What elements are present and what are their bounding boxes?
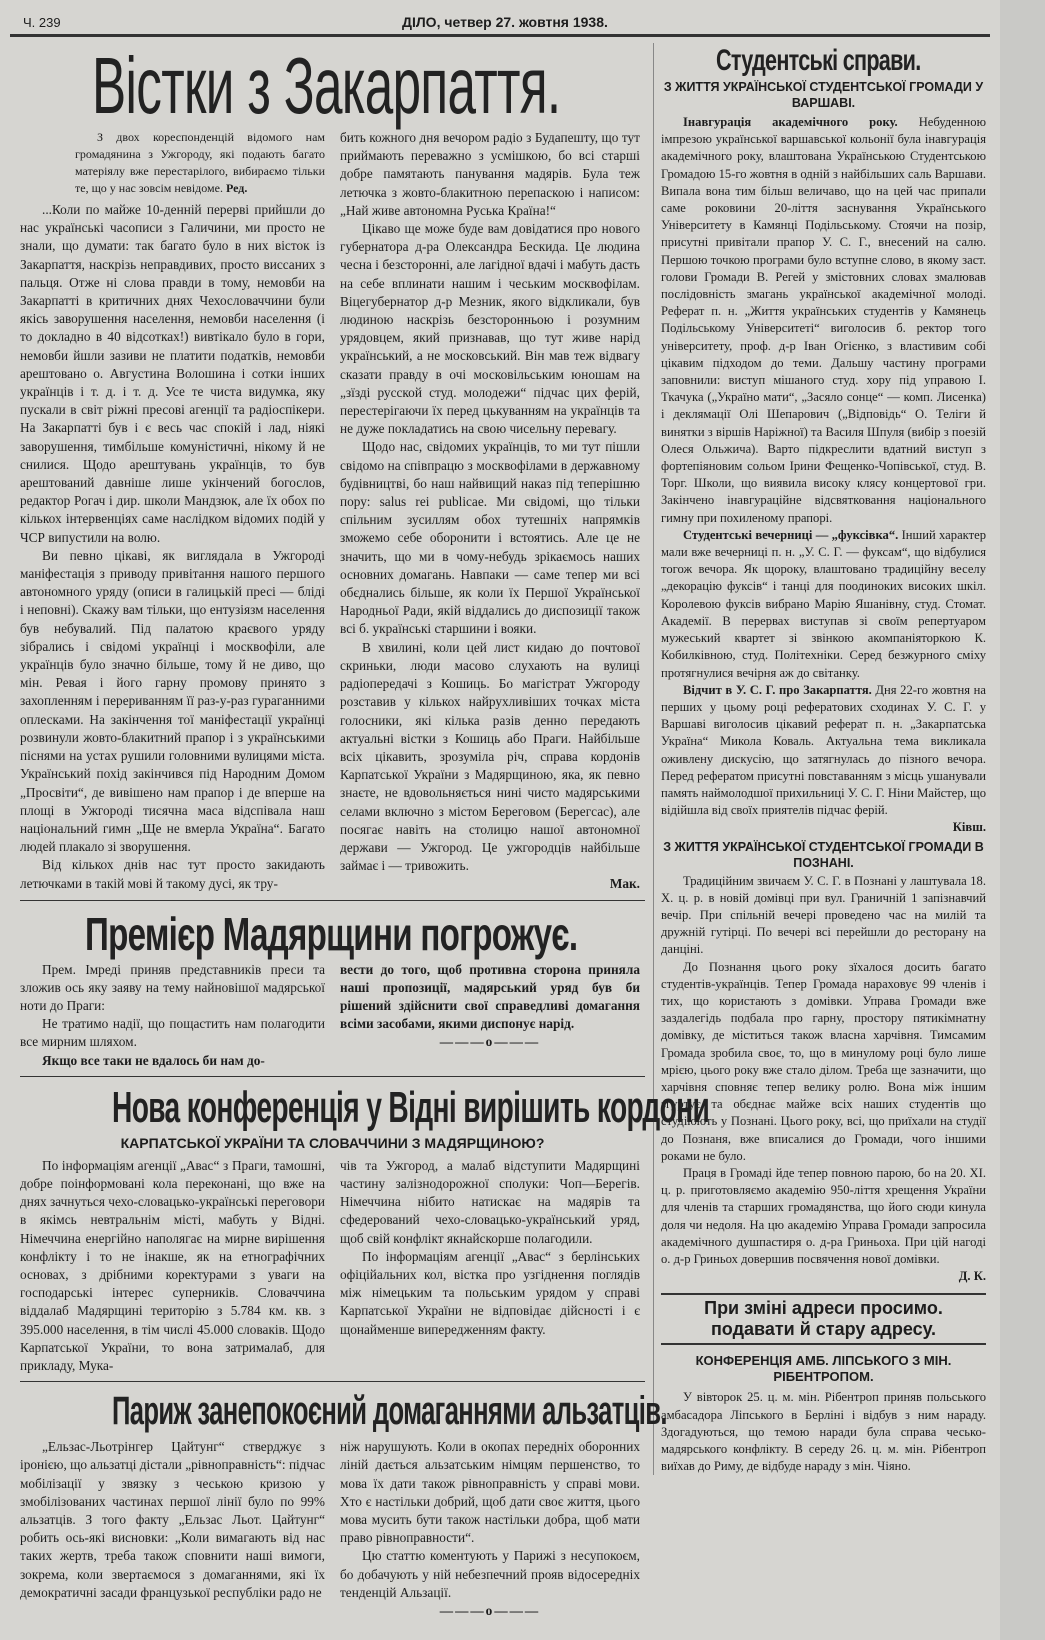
divider xyxy=(20,900,645,901)
section-subtitle: З ЖИТТЯ УКРАЇНСЬКОЇ СТУДЕНТСЬКОЇ ГРОМАДИ У ВАРШАВІ. xyxy=(663,80,984,110)
signature: Д. К. xyxy=(958,1269,986,1284)
left-section xyxy=(20,41,710,1620)
paragraph: Небуденною імпрезою української варшавської кольонії була інавгурація академічного року, влаштована Українською Студентською Громадою 15-го жовтня в одній з найбільших саль Варшави. Випала вона тим більш величаво, що на цей час припали саме роковини 20-ліття заснування Українського Університету в Камянці Подільському. Стоячи на позір, присутні привітали прапор У. С. Г., внесений на салю. Першою точкою програми було вступне слово, в якому заст. голови Громади В. Регей у змістовних словах змалював послідовність змагань української академічної молоді. Реферат п. н. „Життя українських студентів у Камянець Подільському Університеті“ виголосив б. ректор того університету, проф. д-р Іван Огієнко, з властивим собі цікавим підходом до теми. Дальшу частину програми заповнили: виступ мішаного студ. хору під управою І. Ткачука („Україно мати“, „Засяло сонце“ — комп. Лисенка) і деклямації Олі Шепарович („Відповідь“ О. Теліги й винятки з віршів Наріжної) та Василя Шпуля (вибір з поезій Олеся Ольжича). Вартo підкреслити вдатний виступ з фортепіяновим сольом Ірини Фещенко-Чопівської, студ. В. Торг. Школи, що виявила високу клясу концертової гри. Закінчено інавгураційне відсвятковання національного гимну при похиленому прапорі. xyxy=(661,115,986,525)
editor-sig: Ред. xyxy=(225,181,248,195)
headline-wrap xyxy=(20,1082,710,1133)
article2-column2 xyxy=(340,961,640,1070)
paragraph: Традиційним звичаєм У. С. Г. в Познані у лаштувала 18. Х. ц. р. в новій домівці при вул. Граничній 1 запізнавчий вечір. При спільній вечері проведено час на милій та дружній гутірці. По вечері всі перейшли до ресторану на данціні. xyxy=(661,873,986,957)
article1-column2 xyxy=(340,129,640,894)
article-headline: Вістки з Закарпаття. xyxy=(92,41,561,130)
news-headline: КОНФЕРЕНЦІЯ АМБ. ЛІПСЬКОГО З МІН. РІБЕНТРОПОМ. xyxy=(695,1353,952,1385)
divider xyxy=(20,1381,645,1382)
paragraph: „Ельзас-Льотрінгер Цайтунг“ стверджує з іронією, що альзатці дістали „рівноправність“: підчас мобілізації у звязку з чеською кризою у змобілізованих частинах першої лінії було по 99% альзатців. З того факту „Ельзас Льот. Цайтунг“ робить ось-які висновки: „Коли вимагають від нас таких жертв, треба також сповнити наші вимоги, зокрема, коли звертаємося з домаганнями, які їх демократичні засади французької республіки радо не xyxy=(20,1439,326,1600)
student-affairs-column xyxy=(661,114,986,1285)
article-headline: Нова конференція у Відні вирішить кордони xyxy=(112,1082,710,1132)
divider xyxy=(20,1076,645,1077)
article4-columns xyxy=(20,1438,645,1620)
article3-columns xyxy=(20,1157,645,1375)
paragraph: Цікаво ще може буде вам довідатися про нового губернатора д-ра Олександра Бескида. Це людина чесна і безсторонні, але лагідної вдачі і мабуть дасть на себе вплинати нашим і чеським москвофілам. Віцегубернатор д-р Мезник, якого відкликали, був людиною наскрізь безсторонньою і розумним урядовцем, який признавав, що тут живе нарід український, а не московський. Він мав теж відвагу сказати правду в очі московільським юношам на „зїзді русской студ. молодежи“ підчас цих ферій, перестерігаючи їх перед цькуванням на українців та не дуже покладатись на свою чисельну перевагу. xyxy=(340,221,640,437)
paragraph: По інформаціям агенції „Авас“ з Праги, тамошні, добре поінформовані кола переконані, що вже на днях зачнуться чехо-словацько-українські переговори в якімсь невтральнім місті, мабуть у Відні. Німеччина енергійно наполягає на мирне вирішення конфлікту і то не інакше, як на етнографічних основах, з дрібними коректурами з уваги на господарські інтерес суперників. Словаччина віддалаб Мадярщині територію з 5.784 км. кв. з 395.000 населення, в тім числі 45.000 словаків. Щодо Карпатської України, то вона затрималаб, для прикладу, Мука- xyxy=(20,1157,325,1373)
editor-intro xyxy=(20,129,325,197)
notice-line: При зміні адреси просимо. xyxy=(704,1298,943,1319)
article-headline: Премієр Мадярщини погрожує. xyxy=(85,907,578,960)
article4-column1 xyxy=(20,1438,325,1620)
paragraph-lead: Відчит в У. С. Г. про Закарпаття. xyxy=(683,682,872,697)
paragraph-lead: Студентські вечерниці — „фуксівка“. xyxy=(683,527,899,542)
ornament-divider: ———o——— xyxy=(439,1603,541,1619)
paragraph: По інформаціям агенції „Авас“ з берлінських офіційальних кол, вістка про узгіднення поглядів між німецьким та польським урядом у справі Карпатської України не відповідає дійсності і є щонайменше випередженням факту. xyxy=(340,1248,640,1337)
notice-box xyxy=(661,1293,986,1345)
paragraph: У вівторок 25. ц. м. мін. Рібентроп приняв польського амбасадора Ліпського в Берліні і відбув з ним нараду. Здогадуються, що темою наради була справа чесько-мадярського конфлікту. В середу 26. ц. м. мін. Рібентроп виїхав до Риму, де відбуде нараду з мін. Чіяно. xyxy=(661,1390,986,1474)
article-headline: Париж занепокоєний домаганнями альзатців. xyxy=(112,1389,667,1434)
article1-column1 xyxy=(20,129,325,894)
headline-wrap xyxy=(20,907,645,961)
article3-column1 xyxy=(20,1157,325,1375)
paragraph: Праця в Громаді йде тепер повною парою, бо на 20. XI. ц. р. приготовляємо академію 950-ліття хрещення України для членів та старших громадянства, що його сюди кинула доля чи недоля. На цю академію Управа Громади запросила академічного душпастиря о. д-ра Гриньоха. При цій нагоді о. д-р Гриньох довершив посвячення нової домівки. xyxy=(661,1165,986,1266)
page-layout xyxy=(20,41,987,1620)
paragraph: ...Коли по майже 10-денній перерві прийшли до нас українські часописи з Галичини, ми просто не знали, що думати: так багато було в них вісток із Закарпаття, наскрізь неправдивих, просто виссаних з пальця. Отже ні слова правди в тому, немовби на Закарпатті в критичних днях Чехословаччини були якісь заворушення населення, немовби населення (і то докладно в 40 відсотках!) вивтікало було в гори, немовби йшли зазиви не платити податків, немовби арештовано о. Августина Волошина і сотки інших українців і т. д. і т. д. Усе те чиста видумка, яку пускали в світ ріжні пресові агенції та радіоспікери. На Закарпатті був і є весь час спокій і лад, ніякі заворушення, тимбільше комуністичні, нікому й не снилися. Щодо арештувань українців, то був арештований давніше лише укінчений богослов, редактор Рогач і дир. школи Мандзюк, але їх обох по кількох інтервенціях саме наслідком відомих подій у ЧСР випустили на волю. xyxy=(20,202,325,545)
section-title: Студентські справи. xyxy=(716,44,921,77)
paragraph: Від кількох днів нас тут просто закидають летючками в такій мові й такому дусі, як тру- xyxy=(20,857,325,891)
ornament-divider: ———o——— xyxy=(439,1034,541,1050)
paragraph: Інший характер мали вже вечерниці п. н. „У. С. Г. — фуксам“, що відбулися тогож вечора. Як щороку, влаштовано традиційну веселу „декорацію фуксів“ і танці для поодиноких високих шкіл. Королевою фуксів вибрано Марію Яшанівну, студ. Стомат. Академії. В перервах виступав зі своїм репертуаром мужеський квартет зі звінкою акомпаніяторкою К. Кобилківною, студ. Політехніки. Серед безжурного сміху протягнулися вечірня аж до світанку. xyxy=(661,527,987,680)
article-subtitle: КАРПАТСЬКОЇ УКРАЇНИ ТА СЛОВАЧЧИНИ З МАДЯРЩИНОЮ? xyxy=(120,1134,545,1151)
paragraph: Якщо все таки не вдалось би нам до- xyxy=(42,1052,265,1068)
article2-columns xyxy=(20,961,645,1070)
article4-column2 xyxy=(340,1438,640,1620)
header-bar xyxy=(10,12,990,37)
paragraph: Дня 22-го жовтня на перших у цьому році реферaтових сходинах У. С. Г. у Варшаві виголосив цікавий реферат п. н. „Закарпатська Україна“ Микола Коваль. Актуальна тема викликала оживлену дискусію, що затягнулась до пізного вечора. Перед рефератом присутні повставанням з місць ушанували память наймолодшої прихильниці У. С. Г. Ніни Майстер, що відійшла від своїх приятелів підчас ферій. xyxy=(661,682,986,818)
headline-wrap xyxy=(20,1388,667,1434)
notice-line: подавати й стару адресу. xyxy=(710,1319,937,1340)
paragraph: чів та Ужгород, а малаб відступити Мадярщині частину залізнодорожної сполуки: Чоп—Берегів. Німеччина нібито натискає на мадярів та сфедерований чехо-словацько-український уряд, щоб свій конфлікт якнайскорше полагодили. xyxy=(340,1157,640,1246)
headline-wrap xyxy=(20,43,645,129)
paragraph: Ви певно цікаві, як виглядала в Ужгороді маніфестація з приводу привітання нашого першого автономного уряду (описи в галицькій пресі — бліді і неповні). Скажу вам тільки, що ентузіязм населення був небувалий. Під палатою краєвого уряду зібрались і свідомі українці і москвофіли, але українців було значно більше, тому й не диво, що мін. Ревая і його гарну промову принято з захопленням і перериванням її раз-у-раз гураганними оплесками. На закінчення тої маніфестації українці розвинули жовто-блакитний прапор і з українськими піснями на устах рушили головними вулицями міста. Український похід закінчився під Народним Домом „Просвіти“, де вивішено нам прапор і де вперше на площі в Ужгороді тисячна маса відспівала наш національний гимн „Ще не вмерла Україна“. Багато людей плакало зі зворушення. xyxy=(20,547,325,855)
issue-number: Ч. 239 xyxy=(23,15,61,30)
headline-wrap xyxy=(661,43,986,79)
intro-text: З двох кореспонденцій відомого нам громадянина з Ужгороду, які подають багато матеріялу вже перестарілого, вибираємо тільки те, що у нас зовсім невідоме. xyxy=(75,130,325,195)
masthead-date: ДІЛО, четвер 27. жовтня 1938. xyxy=(402,14,608,30)
paragraph: Цю статтю коментують у Парижі з несупокоєм, бо добачують у ній небезпечний прояв відосередніх тенденцій Альзації. xyxy=(340,1548,640,1600)
right-section xyxy=(653,43,986,1475)
paragraph: вести до того, щоб противна сторона приняла наші пропозиції, мадярський уряд був би рішений здійснити свої справедливі домагання всіми засобами, якими диспонує нарід. xyxy=(340,961,640,1032)
paragraph: До Познання цього року зїхалося досить багато студентів-українців. Тепер Громада нараховує 99 членів і тих, що користають з домівки. Управа Громади вже заздалегідь подбала про гарну, простору пятикімнатну домівку, де міститься також власна харчівня. Тимсамим Громада зробила своє, то, що в минулому році було лише мрією, цього року вже стало ділом. Треба ще зазначити, що харчівня сповняє тепер велику ролю. Вона між іншим згуртує та обєднає майже всіх наших студентів що студіюють у Познані. Цього року, всі, що приїхали на студії до Познаня, вже вписалися до Громади, чого іншими роками не було. xyxy=(661,959,986,1163)
signature: Мак. xyxy=(609,876,640,892)
article1-columns xyxy=(20,129,645,894)
signature: Ківш. xyxy=(952,820,986,835)
paragraph-lead: Інавгурація академічного року. xyxy=(683,115,898,129)
paragraph: ніж нарушують. Коли в окопах передніх оборонних ліній дається альзатським німцям першенство, то мова їх дати також рівноправність у справі мови. Хто є настільки добрий, щоб дати своє життя, цього мова мусить бути також настільки добра, щоб мати право рівноправности“. xyxy=(340,1439,640,1546)
article2-column1 xyxy=(20,961,325,1070)
paragraph: Не тратимо надії, що пощастить нам полагодити все мирним шляхом. xyxy=(20,1016,325,1050)
section-subtitle: З ЖИТТЯ УКРАЇНСЬКОЇ СТУДЕНТСЬКОЇ ГРОМАДИ В ПОЗНАНІ. xyxy=(663,839,984,870)
paragraph: Прем. Імреді приняв представників преси та зложив ось яку заяву на тему найновішої мадярської ноти до Праги: xyxy=(20,961,325,1013)
article3-column2 xyxy=(340,1157,640,1375)
paragraph: Щодо нас, свідомих українців, то ми тут пішли свідомо на співпрацю з москвофілами в державному будівництві, бо наш найвищий наказ під теперішню пору: salus rei publicae. Ми свідомі, що тільки спільним зусиллям обох тутешніх напрямків зможемо себе оборонити і встоятись. Але це не значить, що ми в чому-небудь зрікаємось наших основних домагань. Навпаки — саме тепер ми всі обєднались більше, як коли їх Першої Української Народньої Ради, якій віддались до диспозиції також всі б. українські старшини і вояки. xyxy=(340,439,640,637)
paragraph: бить кожного дня вечором радіо з Будапешту, що тут приймають переважно з усмішкою, бо всі старші добре памятають панування мадярів. Була теж летючка з жовто-блакитною перепаскою і написом: „Най живе автономна Руська Країна!“ xyxy=(340,130,640,218)
conference-column xyxy=(661,1389,986,1475)
paragraph: В хвилині, коли цей лист кидаю до почтової скриньки, люди масово слухають на вулиці радіопередачі з Кошиць. Бо магістрат Ужгороду розставив у кількох найрухливіших точках міста голосники, які кілька разів денно передають актуальні вістки з Кошиць або Праги. Найбільше всіх цікавить, зрозуміла річ, справа кордонів Карпатської України з Мадярщиною, яка, як певно знаєте, не вдовольняється нині чисто мадярськими селами включно з містом Береговом (Берегсас), але посягає навіть на столицю нашої автономної держави — Ужгород. Це ужгородців найбільше займає і — тривожить. xyxy=(340,639,640,874)
